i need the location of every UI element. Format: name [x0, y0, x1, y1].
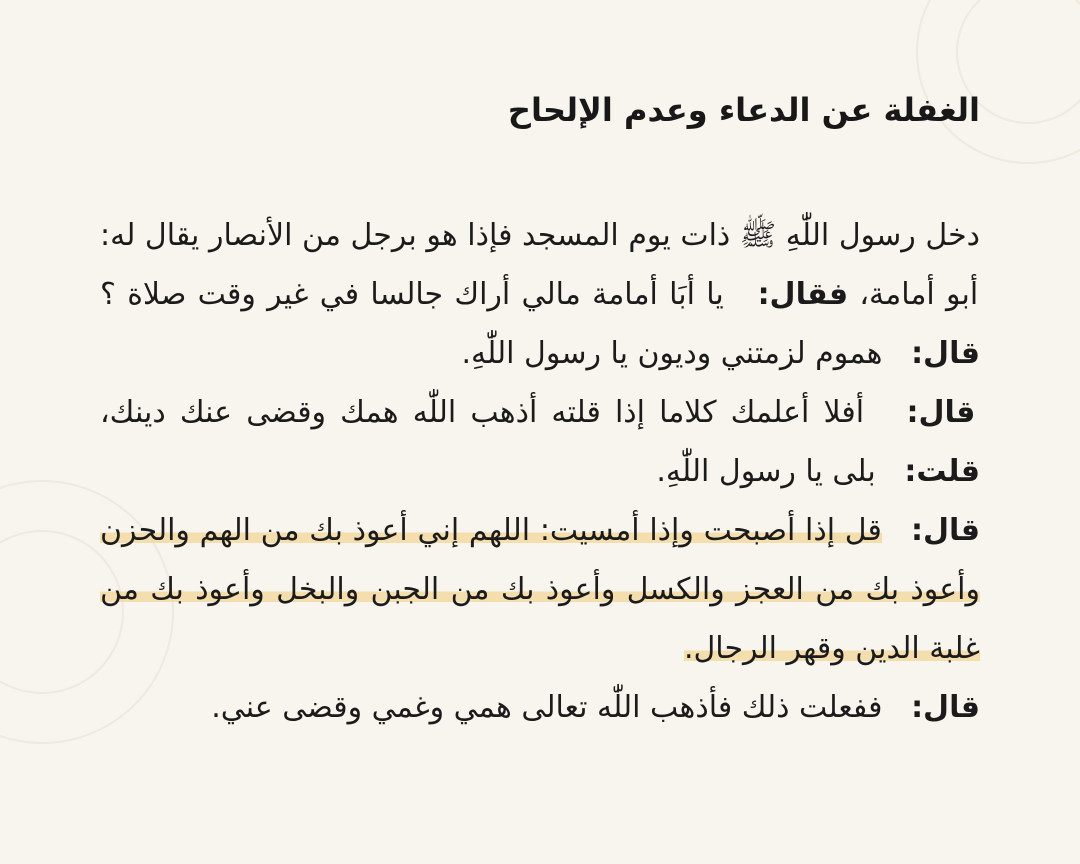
paragraph-text: هموم لزمتني وديون يا رسول اللّٰهِ. — [461, 336, 883, 371]
paragraph-2 — [100, 383, 980, 501]
speaker-label: قال: — [906, 395, 976, 430]
paragraph-text: ففعلت ذلك فأذهب اللّٰه تعالى همي وغمي وقضى عني. — [211, 690, 883, 725]
speaker-label: قال: — [911, 336, 980, 371]
page-title: الغفلة عن الدعاء وعدم الإلحاح — [507, 91, 980, 129]
paragraph-3 — [100, 501, 980, 678]
speaker-label: قال: — [911, 513, 980, 548]
speaker-label: فقال: — [757, 277, 849, 312]
hadith-text — [100, 206, 980, 737]
document-page — [100, 0, 980, 864]
paragraph-text: يا أبَا أمامة مالي أراك جالسا في غير وقت صلاة ؟ — [100, 277, 724, 312]
paragraph-text: دخل رسول اللّٰهِ ﷺ ذات يوم المسجد فإذا هو برجل من الأنصار يقال له: أبو أمامة، — [100, 218, 980, 312]
speaker-label: قال: — [911, 690, 980, 725]
paragraph-text: بلى يا رسول اللّٰهِ. — [656, 454, 876, 489]
highlighted-dua: قل إذا أصبحت وإذا أمسيت: اللهم إني أعوذ بك من الهم والحزن وأعوذ بك من العجز والكسل وأعوذ بك من الجبن والبخل وأعوذ بك من غلبة الدين وقهر الرجال. — [100, 513, 980, 666]
paragraph-4 — [100, 678, 980, 737]
paragraph-text: أفلا أعلمك كلاما إذا قلته أذهب اللّٰه همك وقضى عنك دينك، — [100, 395, 865, 430]
paragraph-1 — [100, 206, 980, 383]
speaker-label: قلت: — [904, 454, 980, 489]
